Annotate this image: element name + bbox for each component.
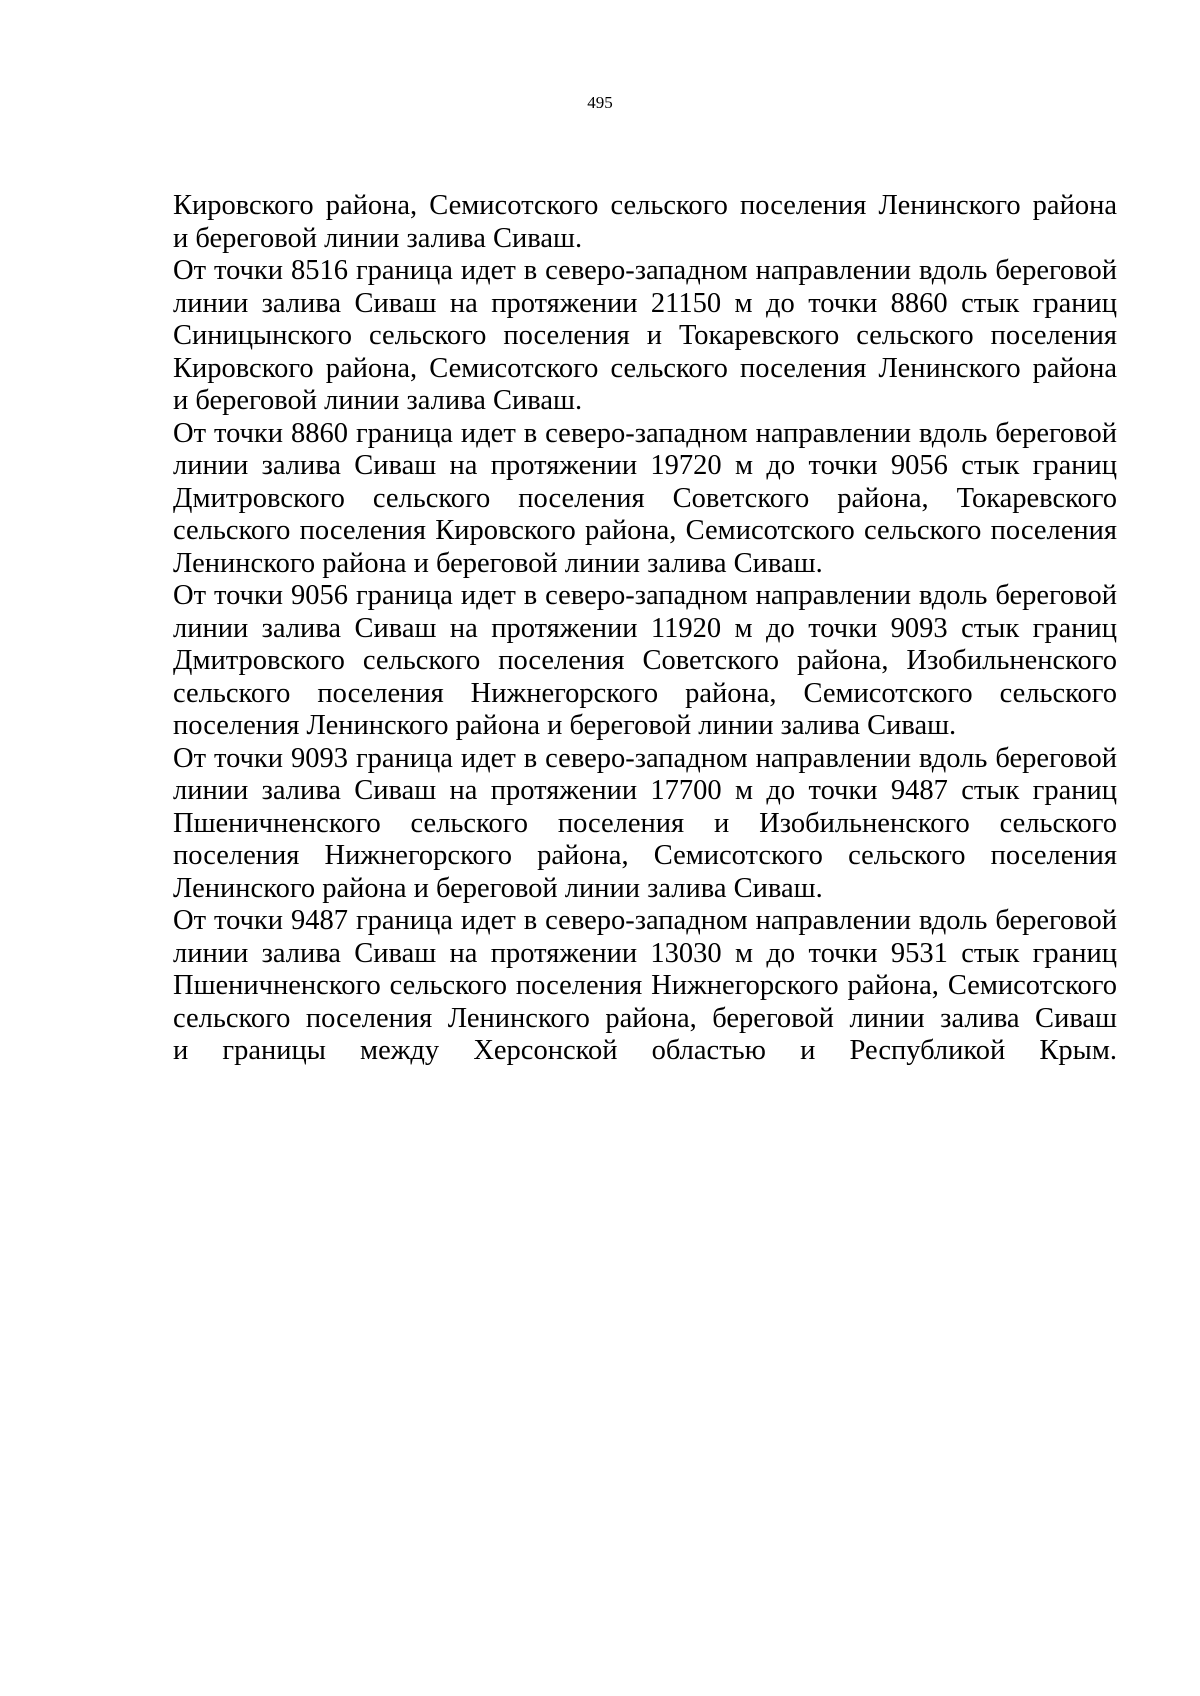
paragraph — [173, 580, 1117, 743]
text-line: линии залива Сиваш на протяжении 19720 м до точки 9056 стык границ — [173, 450, 1117, 481]
paragraph — [173, 418, 1117, 581]
text-line: линии залива Сиваш на протяжении 17700 м до точки 9487 стык границ — [173, 775, 1117, 806]
text-line: сельского поселения Ленинского района, береговой линии залива Сиваш — [173, 1002, 1117, 1034]
document-body — [173, 190, 1117, 1068]
text-line: Ленинского района и береговой линии залива Сиваш. — [173, 547, 823, 579]
text-line: линии залива Сиваш на протяжении 21150 м до точки 8860 стык границ — [173, 287, 1117, 319]
paragraph — [173, 905, 1117, 1068]
text-line: Кировского района, Семисотского сельского поселения Ленинского района — [173, 352, 1117, 384]
page-number: 495 — [587, 93, 613, 112]
text-line: Дмитровского сельского поселения Советского района, Токаревского — [173, 482, 1117, 514]
text-line: От точки 9056 граница идет в северо-западном направлении вдоль береговой — [173, 580, 1117, 611]
text-line: От точки 8516 граница идет в северо-западном направлении вдоль береговой — [173, 255, 1117, 286]
text-line: и береговой линии залива Сиваш. — [173, 222, 583, 254]
text-line: Ленинского района и береговой линии залива Сиваш. — [173, 872, 823, 904]
text-line: От точки 8860 граница идет в северо-западном направлении вдоль береговой — [173, 417, 1117, 449]
text-line: поселения Ленинского района и береговой линии залива Сиваш. — [173, 710, 957, 741]
text-line: поселения Нижнегорского района, Семисотского сельского поселения — [173, 840, 1117, 871]
text-line: Синицынского сельского поселения и Токаревского сельского поселения — [173, 320, 1117, 351]
text-line: Пшеничненского сельского поселения и Изобильненского сельского — [173, 807, 1117, 839]
paragraph — [173, 743, 1117, 906]
text-line: Пшеничненского сельского поселения Нижнегорского района, Семисотского — [173, 970, 1117, 1001]
text-line: От точки 9487 граница идет в северо-западном направлении вдоль береговой — [173, 905, 1117, 936]
text-line: и границы между Херсонской областью и Республикой Крым. — [173, 1035, 1117, 1066]
text-line: От точки 9093 граница идет в северо-западном направлении вдоль береговой — [173, 742, 1117, 774]
paragraph — [173, 190, 1117, 255]
text-line: сельского поселения Нижнегорского района, Семисотского сельского — [173, 677, 1117, 709]
text-line: Кировского района, Семисотского сельского поселения Ленинского района — [173, 190, 1117, 221]
text-line: линии залива Сиваш на протяжении 13030 м до точки 9531 стык границ — [173, 937, 1117, 969]
paragraph — [173, 255, 1117, 418]
text-line: линии залива Сиваш на протяжении 11920 м до точки 9093 стык границ — [173, 612, 1117, 644]
text-line: Дмитровского сельского поселения Советского района, Изобильненского — [173, 645, 1117, 676]
text-line: сельского поселения Кировского района, Семисотского сельского поселения — [173, 515, 1117, 546]
text-line: и береговой линии залива Сиваш. — [173, 385, 583, 416]
